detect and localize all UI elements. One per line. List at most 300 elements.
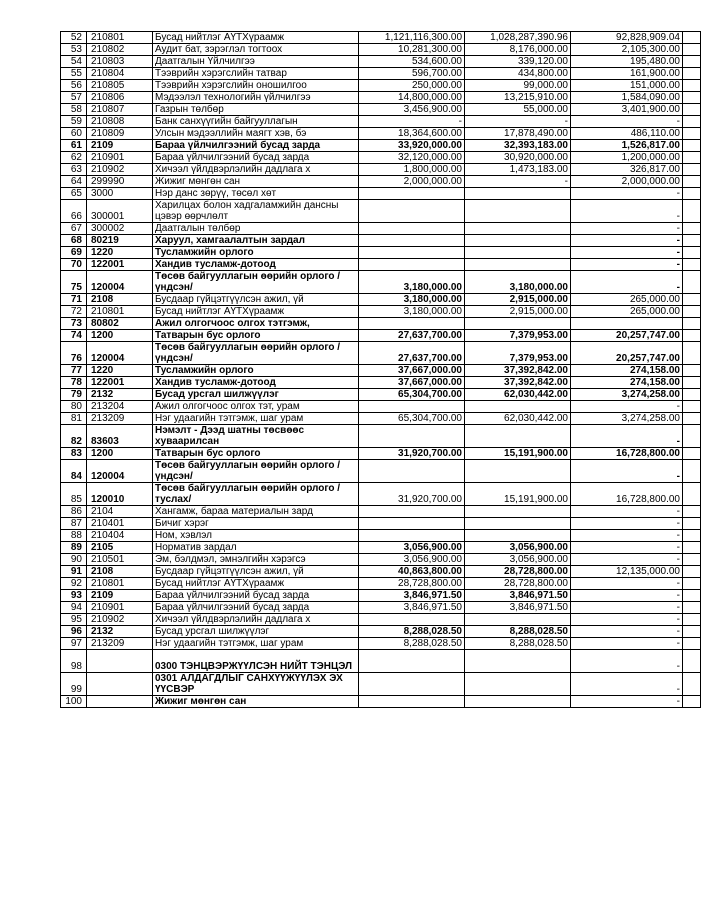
row-number-cell: 72 [61,306,87,318]
amount-2-cell [465,460,571,483]
account-code-cell: 300001 [87,200,153,223]
account-name-cell: 0300 ТЭНЦВЭРЖҮҮЛСЭН НИЙТ ТЭНЦЭЛ [153,650,359,673]
trailing-empty-cell [683,614,701,626]
account-name-cell: Жижиг мөнгөн сан [153,696,359,708]
account-code-cell: 210802 [87,44,153,56]
account-name-cell: Улсын мэдээллийн маягт хэв, бэ [153,128,359,140]
row-number-cell: 60 [61,128,87,140]
difference-cell: 1,526,817.00 [571,140,683,152]
account-code-cell: 120010 [87,483,153,506]
amount-1-cell: 3,180,000.00 [359,306,465,318]
account-name-cell: Газрын төлбөр [153,104,359,116]
difference-cell: 265,000.00 [571,294,683,306]
table-row [61,483,701,506]
amount-1-cell: 31,920,700.00 [359,448,465,460]
account-name-cell: 0301 АЛДАГДЛЫГ САНХҮҮЖҮҮЛЭХ ЭХ ҮҮСВЭР [153,673,359,696]
row-number-cell: 97 [61,638,87,650]
account-code-cell: 80219 [87,235,153,247]
row-number-cell: 63 [61,164,87,176]
difference-cell: - [571,614,683,626]
table-row [61,164,701,176]
trailing-empty-cell [683,271,701,294]
amount-1-cell: 27,637,700.00 [359,330,465,342]
account-name-cell: Бараа үйлчилгээний бусад зарда [153,152,359,164]
difference-cell: - [571,650,683,673]
amount-1-cell: 10,281,300.00 [359,44,465,56]
amount-1-cell: 31,920,700.00 [359,483,465,506]
trailing-empty-cell [683,377,701,389]
account-name-cell: Бусдаар гүйцэтгүүлсэн ажил, үй [153,294,359,306]
difference-cell: - [571,638,683,650]
table-row [61,32,701,44]
table-row [61,259,701,271]
account-name-cell: Бусад урсгал шилжүүлэг [153,389,359,401]
difference-cell: - [571,518,683,530]
account-code-cell: 213209 [87,413,153,425]
account-name-cell: Төсөв байгууллагын өөрийн орлого /үндсэн/ [153,342,359,365]
account-code-cell: 210901 [87,152,153,164]
account-name-cell: Татварын бус орлого [153,330,359,342]
account-code-cell: 122001 [87,377,153,389]
amount-2-cell: 28,728,800.00 [465,578,571,590]
amount-1-cell [359,696,465,708]
trailing-empty-cell [683,590,701,602]
row-number-cell: 71 [61,294,87,306]
account-name-cell: Даатгалын төлбөр [153,223,359,235]
difference-cell: - [571,247,683,259]
amount-2-cell: 8,288,028.50 [465,638,571,650]
table-row [61,104,701,116]
amount-2-cell: 7,379,953.00 [465,330,571,342]
account-name-cell: Эм, бэлдмэл, эмнэлгийн хэрэгсэ [153,554,359,566]
amount-2-cell [465,188,571,200]
trailing-empty-cell [683,578,701,590]
amount-1-cell [359,247,465,259]
table-body [61,32,701,708]
trailing-empty-cell [683,152,701,164]
difference-cell: - [571,673,683,696]
amount-2-cell: 15,191,900.00 [465,483,571,506]
row-number-cell: 59 [61,116,87,128]
account-name-cell: Харилцах болон хадгаламжийн дансны цэвэр өөрчлөлт [153,200,359,223]
table-row [61,247,701,259]
trailing-empty-cell [683,530,701,542]
row-number-cell: 90 [61,554,87,566]
difference-cell: 195,480.00 [571,56,683,68]
difference-cell: 92,828,909.04 [571,32,683,44]
table-row [61,128,701,140]
row-number-cell: 80 [61,401,87,413]
amount-1-cell: 3,056,900.00 [359,542,465,554]
account-name-cell: Бусад урсгал шилжүүлэг [153,626,359,638]
trailing-empty-cell [683,164,701,176]
amount-1-cell: - [359,116,465,128]
table-row [61,80,701,92]
table-row [61,518,701,530]
account-code-cell: 2109 [87,140,153,152]
difference-cell: 2,000,000.00 [571,176,683,188]
difference-cell: 20,257,747.00 [571,330,683,342]
amount-1-cell [359,200,465,223]
table-row [61,425,701,448]
account-name-cell: Бараа үйлчилгээний бусад зарда [153,140,359,152]
row-number-cell: 94 [61,602,87,614]
difference-cell: 16,728,800.00 [571,448,683,460]
amount-2-cell [465,650,571,673]
account-name-cell: Нэг удаагийн тэтгэмж, шаг урам [153,413,359,425]
row-number-cell: 57 [61,92,87,104]
account-name-cell: Хангамж, бараа материалын зард [153,506,359,518]
account-name-cell: Мэдээлэл технологийн үйлчилгээ [153,92,359,104]
table-row [61,626,701,638]
table-row [61,602,701,614]
amount-2-cell: 1,473,183.00 [465,164,571,176]
trailing-empty-cell [683,259,701,271]
amount-2-cell: 2,915,000.00 [465,306,571,318]
account-code-cell: 213204 [87,401,153,413]
account-code-cell: 210801 [87,32,153,44]
trailing-empty-cell [683,554,701,566]
row-number-cell: 79 [61,389,87,401]
table-row [61,530,701,542]
row-number-cell: 53 [61,44,87,56]
trailing-empty-cell [683,200,701,223]
difference-cell: - [571,506,683,518]
trailing-empty-cell [683,247,701,259]
account-code-cell: 83603 [87,425,153,448]
row-number-cell: 52 [61,32,87,44]
amount-2-cell [465,235,571,247]
trailing-empty-cell [683,294,701,306]
difference-cell: 3,401,900.00 [571,104,683,116]
amount-1-cell: 1,121,116,300.00 [359,32,465,44]
amount-1-cell [359,188,465,200]
account-code-cell: 2132 [87,626,153,638]
trailing-empty-cell [683,330,701,342]
row-number-cell: 85 [61,483,87,506]
table-row [61,377,701,389]
difference-cell: - [571,188,683,200]
account-name-cell: Бусад нийтлэг АҮТХүраамж [153,32,359,44]
account-name-cell: Нэр данс зөрүү, төсөл хөт [153,188,359,200]
amount-1-cell [359,235,465,247]
amount-2-cell: 2,915,000.00 [465,294,571,306]
trailing-empty-cell [683,44,701,56]
table-row [61,578,701,590]
row-number-cell: 73 [61,318,87,330]
table-row [61,235,701,247]
difference-cell: - [571,401,683,413]
difference-cell: - [571,578,683,590]
difference-cell: 326,817.00 [571,164,683,176]
table-row [61,318,701,330]
amount-2-cell [465,614,571,626]
account-code-cell: 210902 [87,614,153,626]
account-name-cell: Төсөв байгууллагын өөрийн орлого /үндсэн/ [153,271,359,294]
amount-2-cell [465,259,571,271]
table-row [61,448,701,460]
amount-2-cell: 55,000.00 [465,104,571,116]
table-row [61,542,701,554]
amount-2-cell: 7,379,953.00 [465,342,571,365]
account-name-cell: Тусламжийн орлого [153,247,359,259]
amount-2-cell [465,530,571,542]
trailing-empty-cell [683,506,701,518]
difference-cell: - [571,271,683,294]
account-code-cell: 210401 [87,518,153,530]
amount-1-cell [359,318,465,330]
table-row [61,306,701,318]
amount-1-cell: 3,846,971.50 [359,602,465,614]
amount-2-cell [465,223,571,235]
amount-1-cell: 65,304,700.00 [359,389,465,401]
amount-1-cell: 3,846,971.50 [359,590,465,602]
row-number-cell: 77 [61,365,87,377]
row-number-cell: 65 [61,188,87,200]
difference-cell: - [571,590,683,602]
row-number-cell: 70 [61,259,87,271]
account-name-cell: Бараа үйлчилгээний бусад зарда [153,602,359,614]
amount-2-cell: 30,920,000.00 [465,152,571,164]
account-name-cell: Татварын бус орлого [153,448,359,460]
amount-1-cell [359,506,465,518]
amount-2-cell: 8,176,000.00 [465,44,571,56]
trailing-empty-cell [683,460,701,483]
amount-1-cell: 27,637,700.00 [359,342,465,365]
trailing-empty-cell [683,542,701,554]
account-code-cell: 210901 [87,602,153,614]
table-row [61,140,701,152]
amount-2-cell [465,518,571,530]
row-number-cell: 98 [61,650,87,673]
table-row [61,638,701,650]
account-name-cell: Ажил олгогчоос олгох тэтгэмж, [153,318,359,330]
difference-cell: 151,000.00 [571,80,683,92]
amount-2-cell: 3,180,000.00 [465,271,571,294]
row-number-cell: 89 [61,542,87,554]
difference-cell: 12,135,000.00 [571,566,683,578]
difference-cell: - [571,116,683,128]
account-code-cell: 210809 [87,128,153,140]
amount-2-cell: 13,215,910.00 [465,92,571,104]
row-number-cell: 58 [61,104,87,116]
account-name-cell: Бусдаар гүйцэтгүүлсэн ажил, үй [153,566,359,578]
account-name-cell: Норматив зардал [153,542,359,554]
difference-cell: 486,110.00 [571,128,683,140]
account-name-cell: Харуул, хамгаалалтын зардал [153,235,359,247]
amount-1-cell [359,259,465,271]
row-number-cell: 64 [61,176,87,188]
difference-cell: - [571,530,683,542]
account-code-cell: 2108 [87,294,153,306]
account-code-cell: 120004 [87,271,153,294]
amount-1-cell [359,614,465,626]
account-code-cell: 300002 [87,223,153,235]
trailing-empty-cell [683,128,701,140]
trailing-empty-cell [683,92,701,104]
trailing-empty-cell [683,140,701,152]
account-code-cell: 2132 [87,389,153,401]
account-code-cell: 1220 [87,365,153,377]
row-number-cell: 86 [61,506,87,518]
difference-cell: - [571,223,683,235]
table-row [61,200,701,223]
trailing-empty-cell [683,448,701,460]
row-number-cell: 95 [61,614,87,626]
row-number-cell: 61 [61,140,87,152]
trailing-empty-cell [683,673,701,696]
amount-2-cell: 3,056,900.00 [465,542,571,554]
difference-cell: - [571,696,683,708]
row-number-cell: 67 [61,223,87,235]
trailing-empty-cell [683,68,701,80]
row-number-cell: 56 [61,80,87,92]
table-row [61,413,701,425]
amount-1-cell: 1,800,000.00 [359,164,465,176]
difference-cell: 1,584,090.00 [571,92,683,104]
amount-2-cell: - [465,116,571,128]
trailing-empty-cell [683,389,701,401]
account-code-cell: 299990 [87,176,153,188]
difference-cell: 265,000.00 [571,306,683,318]
difference-cell: - [571,259,683,271]
account-name-cell: Хандив тусламж-дотоод [153,377,359,389]
trailing-empty-cell [683,626,701,638]
amount-2-cell: 434,800.00 [465,68,571,80]
table-row [61,271,701,294]
account-name-cell: Аудит бат, зэрэглэл тогтоох [153,44,359,56]
difference-cell: 161,900.00 [571,68,683,80]
difference-cell: 3,274,258.00 [571,389,683,401]
account-code-cell: 120004 [87,460,153,483]
amount-2-cell: 37,392,842.00 [465,377,571,389]
table-row [61,460,701,483]
account-code-cell: 1200 [87,330,153,342]
difference-cell: - [571,460,683,483]
row-number-cell: 91 [61,566,87,578]
row-number-cell: 76 [61,342,87,365]
account-name-cell: Хичээл үйлдвэрлэлийн дадлага х [153,164,359,176]
account-code-cell [87,673,153,696]
amount-1-cell: 3,456,900.00 [359,104,465,116]
difference-cell: - [571,200,683,223]
account-name-cell: Бичиг хэрэг [153,518,359,530]
account-code-cell: 122001 [87,259,153,271]
trailing-empty-cell [683,650,701,673]
amount-1-cell: 37,667,000.00 [359,365,465,377]
table-row [61,44,701,56]
account-name-cell: Жижиг мөнгөн сан [153,176,359,188]
amount-2-cell: 3,846,971.50 [465,590,571,602]
table-row [61,116,701,128]
difference-cell: 274,158.00 [571,377,683,389]
table-row [61,554,701,566]
row-number-cell: 99 [61,673,87,696]
account-code-cell: 210803 [87,56,153,68]
row-number-cell: 87 [61,518,87,530]
budget-table [60,31,701,708]
table-row [61,68,701,80]
account-name-cell: Тээврийн хэрэгслийн татвар [153,68,359,80]
table-row [61,176,701,188]
difference-cell: - [571,235,683,247]
trailing-empty-cell [683,518,701,530]
account-name-cell: Бусад нийтлэг АҮТХүраамж [153,306,359,318]
table-row [61,673,701,696]
amount-1-cell: 3,180,000.00 [359,271,465,294]
account-code-cell: 210804 [87,68,153,80]
difference-cell: 1,200,000.00 [571,152,683,164]
difference-cell: 3,274,258.00 [571,413,683,425]
amount-2-cell: 15,191,900.00 [465,448,571,460]
trailing-empty-cell [683,223,701,235]
difference-cell: - [571,602,683,614]
table-row [61,56,701,68]
difference-cell: 274,158.00 [571,365,683,377]
account-name-cell: Тээврийн хэрэгслийн оношилгоо [153,80,359,92]
trailing-empty-cell [683,401,701,413]
amount-1-cell: 250,000.00 [359,80,465,92]
account-code-cell: 1220 [87,247,153,259]
table-row [61,152,701,164]
account-code-cell: 210806 [87,92,153,104]
account-name-cell: Ном, хэвлэл [153,530,359,542]
amount-1-cell [359,401,465,413]
row-number-cell: 81 [61,413,87,425]
amount-2-cell: 62,030,442.00 [465,389,571,401]
amount-2-cell [465,318,571,330]
amount-2-cell [465,696,571,708]
trailing-empty-cell [683,483,701,506]
trailing-empty-cell [683,32,701,44]
difference-cell: 2,105,300.00 [571,44,683,56]
trailing-empty-cell [683,116,701,128]
trailing-empty-cell [683,306,701,318]
amount-1-cell [359,425,465,448]
amount-2-cell: 28,728,800.00 [465,566,571,578]
difference-cell: - [571,626,683,638]
account-name-cell: Бусад нийтлэг АҮТХүраамж [153,578,359,590]
account-code-cell: 80802 [87,318,153,330]
account-code-cell: 210805 [87,80,153,92]
row-number-cell: 83 [61,448,87,460]
amount-1-cell: 33,920,000.00 [359,140,465,152]
amount-2-cell: 8,288,028.50 [465,626,571,638]
table-row [61,650,701,673]
amount-2-cell: 1,028,287,390.96 [465,32,571,44]
table-row [61,365,701,377]
amount-1-cell: 2,000,000.00 [359,176,465,188]
amount-2-cell: 3,056,900.00 [465,554,571,566]
amount-1-cell: 534,600.00 [359,56,465,68]
account-code-cell: 210807 [87,104,153,116]
account-name-cell: Хичээл үйлдвэрлэлийн дадлага х [153,614,359,626]
account-code-cell [87,696,153,708]
trailing-empty-cell [683,365,701,377]
table-row [61,401,701,413]
amount-2-cell: 99,000.00 [465,80,571,92]
amount-2-cell [465,247,571,259]
account-code-cell: 210801 [87,306,153,318]
trailing-empty-cell [683,104,701,116]
account-code-cell: 213209 [87,638,153,650]
row-number-cell: 93 [61,590,87,602]
difference-cell: - [571,425,683,448]
table-row [61,696,701,708]
account-code-cell: 3000 [87,188,153,200]
account-code-cell: 120004 [87,342,153,365]
table-row [61,389,701,401]
